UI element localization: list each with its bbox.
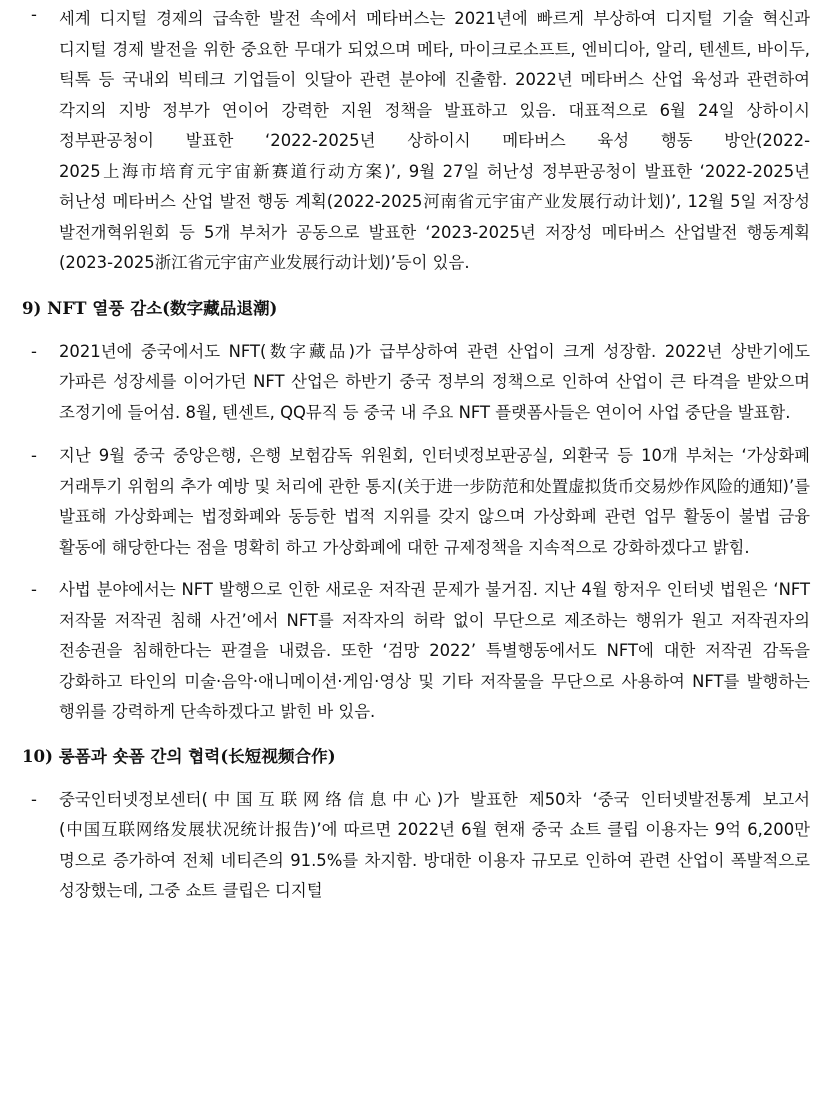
- list-dash: -: [31, 446, 37, 465]
- bullet-paragraph-short-video: [22, 785, 810, 907]
- list-dash: -: [31, 580, 37, 599]
- paragraph-text: 2021년에 중국에서도 NFT(数字藏品)가 급부상하여 관련 산업이 크게 성장함. 2022년 상반기에도 가파른 성장세를 이어가던 NFT 산업은 하반기 중국 정부의 정책으로 인하여 산업이 큰 타격을 받았으며 조정기에 들어섬. 8월, 텐센트, QQ뮤직 등 중국 내 주요 NFT 플랫폼사들은 연이어 사업 중단을 발표함.: [59, 341, 810, 422]
- bullet-paragraph-nft-copyright: [22, 575, 810, 728]
- list-dash: -: [31, 5, 37, 24]
- section-heading-9: 9) NFT 열풍 감소(数字藏品退潮): [22, 297, 278, 318]
- list-dash: -: [31, 341, 37, 361]
- paragraph-text: 세계 디지털 경제의 급속한 발전 속에서 메타버스는 2021년에 빠르게 부상하여 디지털 기술 혁신과 디지털 경제 발전을 위한 중요한 무대가 되었으며 메타, 마이크로소프트, 엔비디아, 알리, 텐센트, 바이두, 틱톡 등 국내외 빅테크 기업들이 잇달아 관련 분야에 진출함. 2022년 메타버스 산업 육성과 관련하여 각지의 지방 정부가 연이어 강력한 지원 정책을 발표하고 있음. 대표적으로 6월 24일 상하이시 정부판공청이 발표한 ‘2022-2025년 상하이시 메타버스 육성 행동 방안(2022-2025上海市培育元宇宙新赛道行动方案)’, 9월 27일 허난성 정부판공청이 발표한 ‘2022-2025년 허난성 메타버스 산업 발전 행동 계획(2022-2025河南省元宇宙产业发展行动计划)’, 12월 5일 저장성 발전개혁위원회 등 5개 부처가 공동으로 발표한 ‘2023-2025년 저장성 메타버스 산업발전 행동계획(2023-2025浙江省元宇宙产业发展行动计划)’등이 있음.: [59, 9, 810, 272]
- section-heading-10: 10) 롱폼과 숏폼 간의 협력(长短视频合作): [22, 745, 336, 766]
- paragraph-text: 지난 9월 중국 중앙은행, 은행 보험감독 위원회, 인터넷정보판공실, 외환국 등 10개 부처는 ‘가상화폐 거래투기 위험의 추가 예방 및 처리에 관한 통지(关于进一步防范和处置虚拟货币交易炒作风险的通知)’를 발표해 가상화폐는 법정화폐와 동등한 법적 지위를 갖지 않으며 가상화폐 관련 업무 활동이 불법 금융 활동에 해당한다는 점을 명확히 하고 가상화폐에 대한 규제정책을 지속적으로 강화하겠다고 밝힘.: [59, 446, 810, 557]
- bullet-paragraph-metaverse: [22, 0, 810, 279]
- paragraph-text: 사법 분야에서는 NFT 발행으로 인한 새로운 저작권 문제가 불거짐. 지난 4월 항저우 인터넷 법원은 ‘NFT 저작물 저작권 침해 사건’에서 NFT를 저작자의 허락 없이 무단으로 제조하는 행위가 원고 저작권자의 전송권을 침해한다는 판결을 내렸음. 또한 ‘검망 2022’ 특별행동에서도 NFT에 대한 저작권 감독을 강화하고 타인의 미술·음악·애니메이션·게임·영상 및 기타 저작물을 무단으로 사용하여 NFT를 발행하는 행위를 강력하게 단속하겠다고 밝힌 바 있음.: [59, 580, 810, 721]
- bullet-paragraph-nft-growth: [22, 337, 810, 429]
- list-dash: -: [31, 789, 37, 809]
- bullet-paragraph-nft-regulation: [22, 441, 810, 563]
- paragraph-text: 중국인터넷정보센터(中国互联网络信息中心)가 발표한 제50차 ‘중국 인터넷발전통계 보고서(中国互联网络发展状况统计报告)’에 따르면 2022년 6월 현재 중국 쇼트 클립 이용자는 9억 6,200만 명으로 증가하여 전체 네티즌의 91.5%를 차지함. 방대한 이용자 규모로 인하여 관련 산업이 폭발적으로 성장했는데, 그중 쇼트 클립은 디지털: [59, 789, 810, 900]
